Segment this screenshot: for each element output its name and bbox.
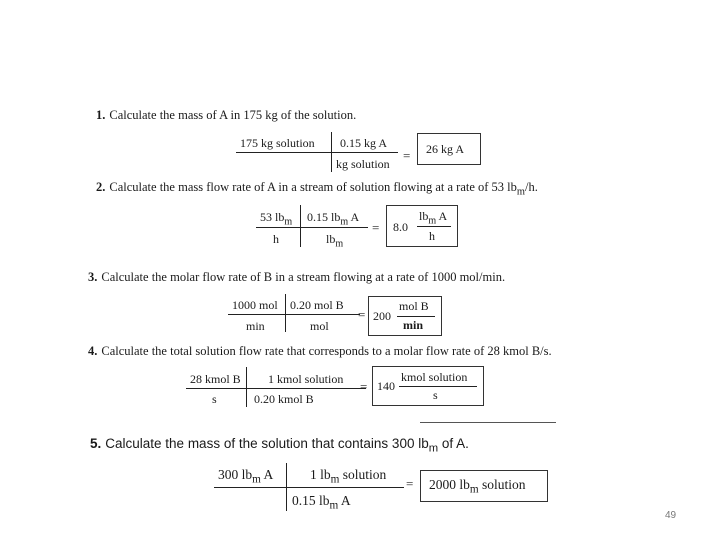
- p2-result-denominator: h: [429, 229, 435, 243]
- p2-n1-sub: m: [284, 216, 293, 228]
- problem-2-number: 2.: [96, 180, 106, 194]
- p5-result: [429, 477, 526, 496]
- p2-factor2-numerator: [307, 210, 359, 227]
- p4-fraction-bar: [186, 388, 366, 389]
- problem-2-text-end: /h.: [525, 180, 538, 194]
- p5-factor1-numerator: [218, 467, 273, 486]
- p2-res-num-sub: m: [428, 215, 437, 227]
- p4-factor2-numerator: 1 kmol solution: [268, 372, 344, 386]
- problem-3-number: 3.: [88, 270, 98, 284]
- p5-d2-sub: m: [329, 499, 339, 512]
- p2-res-num-post: A: [436, 209, 448, 223]
- p2-factor1-numerator: [260, 210, 292, 227]
- p3-factor2-numerator: 0.20 mol B: [290, 298, 344, 312]
- p3-result-bar: [397, 316, 435, 317]
- problem-2-statement: [96, 180, 538, 198]
- p2-result-numerator: [419, 209, 447, 226]
- problem-3-statement: [88, 270, 505, 285]
- p2-res-num-text: lb: [419, 209, 429, 223]
- p2-factor2-denominator: [326, 232, 343, 249]
- p4-result-bar: [399, 386, 477, 387]
- p3-coefficient: 200: [373, 309, 391, 323]
- p4-divider-1: [246, 367, 247, 407]
- p2-equals: =: [372, 220, 380, 235]
- p5-d2-text: 0.15 lb: [292, 493, 330, 508]
- problem-5-statement: [90, 436, 469, 455]
- p3-factor1-denominator: min: [246, 319, 265, 333]
- p1-factor2-denominator: kg solution: [336, 157, 390, 171]
- p1-factor2-numerator: 0.15 kg A: [340, 136, 388, 150]
- problem-5-number: 5.: [90, 436, 102, 451]
- p3-fraction-bar: [228, 314, 360, 315]
- p5-factor2-numerator: [310, 467, 386, 486]
- p5-n1-text: 300 lb: [218, 467, 253, 482]
- p3-factor2-denominator: mol: [310, 319, 329, 333]
- p2-result-box: [386, 205, 458, 247]
- p2-n2-post: A: [348, 210, 360, 224]
- p4-underline-mark: [420, 422, 556, 423]
- problem-5-text: Calculate the mass of the solution that contains 300 lb: [105, 436, 429, 451]
- p4-factor2-denominator: 0.20 kmol B: [254, 392, 314, 406]
- p3-result-box: [368, 296, 442, 336]
- p2-n2-text: 0.15 lb: [307, 210, 341, 224]
- p2-d2-text: lb: [326, 232, 336, 246]
- p1-fraction-bar: [236, 152, 398, 153]
- p2-d2-sub: m: [335, 238, 344, 250]
- problem-4-number: 4.: [88, 344, 98, 358]
- p2-fraction-bar: [256, 227, 368, 228]
- p4-result-box: [372, 366, 484, 406]
- p3-result-denominator: min: [403, 318, 424, 332]
- p3-divider-1: [285, 294, 286, 332]
- p2-coefficient: 8.0: [393, 220, 408, 234]
- p4-coefficient: 140: [377, 379, 395, 393]
- p5-result-sub: m: [469, 483, 479, 496]
- p3-equals: =: [358, 307, 366, 322]
- p1-result: 26 kg A: [426, 142, 465, 156]
- p4-result-denominator: s: [433, 388, 438, 402]
- p5-equals: =: [406, 476, 414, 491]
- p2-factor1-denominator: h: [273, 232, 279, 246]
- p2-result-bar: [417, 226, 451, 227]
- p3-factor1-numerator: 1000 mol: [232, 298, 278, 312]
- problem-1-number: 1.: [96, 108, 106, 122]
- p5-n2-text: 1 lb: [310, 467, 331, 482]
- p5-d2-post: A: [338, 493, 351, 508]
- p2-divider-1: [300, 205, 301, 247]
- p5-n2-post: solution: [339, 467, 387, 482]
- problem-2-text-sub: m: [516, 186, 526, 198]
- problem-1-statement: [96, 108, 356, 123]
- problem-4-statement: [88, 344, 552, 359]
- p5-n1-sub: m: [252, 473, 261, 486]
- p5-n2-sub: m: [330, 473, 340, 486]
- problem-5-text-sub: m: [428, 442, 439, 455]
- problem-4-text: Calculate the total solution flow rate that corresponds to a molar flow rate of 28 kmol B/s.: [101, 344, 552, 358]
- problem-5-text-end: of A.: [438, 436, 469, 451]
- p4-result-numerator: kmol solution: [401, 370, 468, 384]
- p5-result-text: 2000 lb: [429, 477, 470, 492]
- p5-result-box: [420, 470, 548, 502]
- problem-3-text: Calculate the molar flow rate of B in a stream flowing at a rate of 1000 mol/min.: [101, 270, 506, 284]
- p2-n2-sub: m: [340, 216, 349, 228]
- p1-equals: =: [403, 148, 411, 163]
- page-number: 49: [665, 510, 677, 521]
- p5-result-post: solution: [478, 477, 526, 492]
- p1-factor1-numerator: 175 kg solution: [240, 136, 315, 150]
- problem-2-text: Calculate the mass flow rate of A in a stream of solution flowing at a rate of 53 lb: [109, 180, 517, 194]
- p2-n1-text: 53 lb: [260, 210, 285, 224]
- p5-n1-post: A: [260, 467, 274, 482]
- p3-result-numerator: mol B: [399, 299, 429, 313]
- p4-factor1-denominator: s: [212, 392, 217, 406]
- problem-1-text: Calculate the mass of A in 175 kg of the solution.: [109, 108, 357, 122]
- p5-factor2-denominator: [292, 493, 351, 512]
- p1-result-box: [417, 133, 481, 165]
- p4-equals: =: [360, 379, 368, 394]
- p5-fraction-bar: [214, 487, 404, 488]
- p4-factor1-numerator: 28 kmol B: [190, 372, 241, 386]
